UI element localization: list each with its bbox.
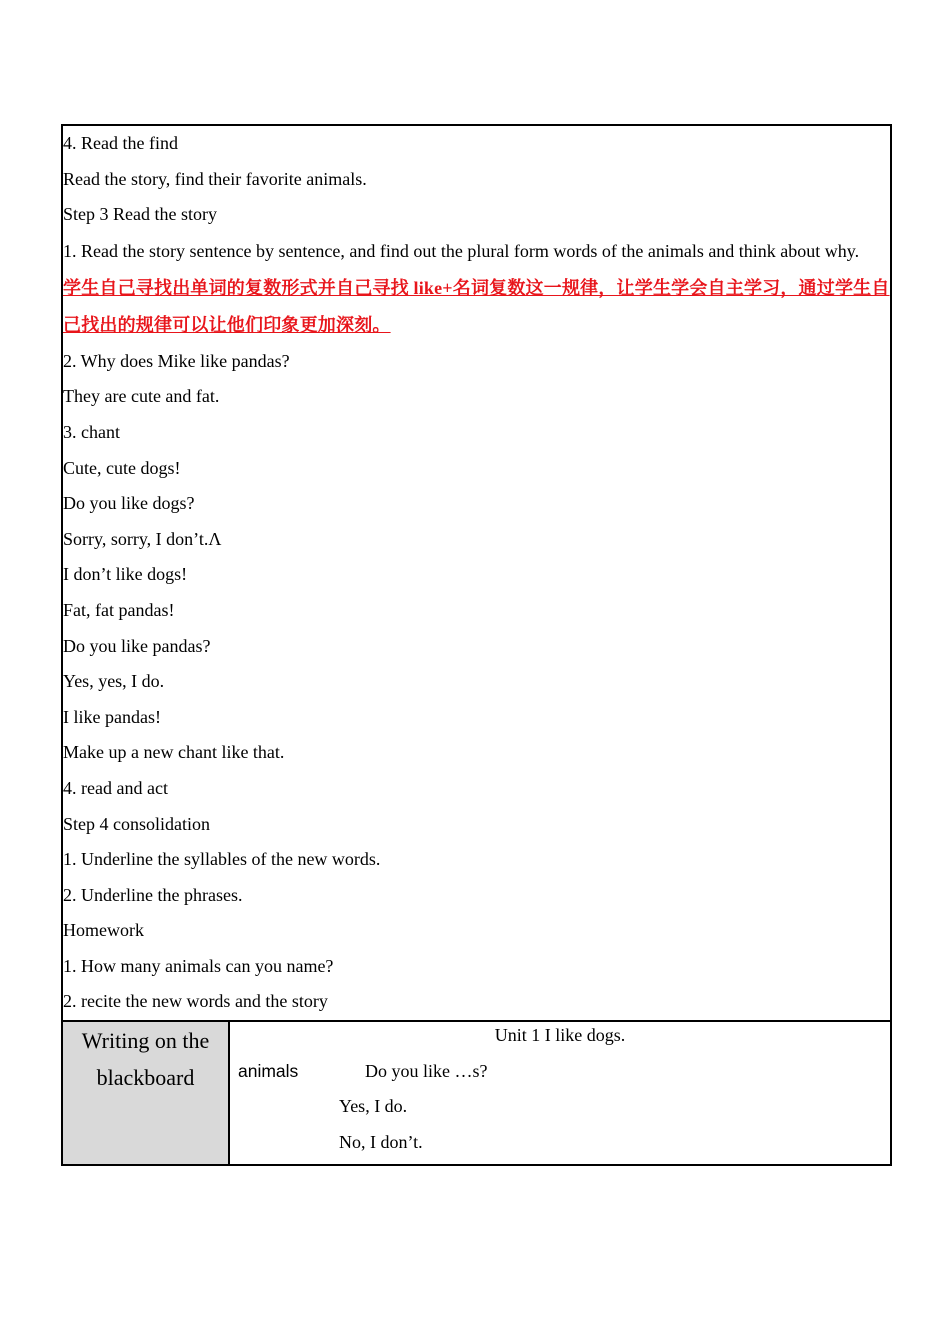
step-line: Step 3 Read the story: [63, 204, 217, 225]
step-line: 4. Read the find: [63, 133, 178, 153]
step-line: Make up a new chant like that.: [63, 742, 285, 763]
step-line: 4. read and act: [63, 777, 168, 798]
chant-line: Sorry, sorry, I don’t.Λ: [63, 528, 222, 549]
homework-line: 2. recite the new words and the story: [63, 991, 328, 1012]
step-line: 2. Underline the phrases.: [63, 884, 243, 905]
blackboard-label-line: blackboard: [96, 1065, 195, 1091]
blackboard-answer-no: No, I don’t.: [339, 1132, 423, 1153]
homework-line: 1. How many animals can you name?: [63, 955, 334, 976]
chant-line: Yes, yes, I do.: [63, 671, 165, 692]
blackboard-left-word: animals: [238, 1061, 299, 1082]
blackboard-title: Unit 1 I like dogs.: [494, 1025, 626, 1046]
blackboard-question: Do you like …s?: [365, 1061, 488, 1082]
procedure-cell: [62, 125, 891, 1021]
step-line: 1. Underline the syllables of the new words.: [63, 849, 381, 870]
step-line: 1. Read the story sentence by sentence, and find out the plural form words of the animals and think about why.: [63, 240, 860, 261]
step-line: 2. Why does Mike like pandas?: [63, 350, 290, 371]
blackboard-row: [62, 1021, 891, 1165]
blackboard-answer-yes: Yes, I do.: [339, 1096, 408, 1117]
step-line: 3. chant: [63, 421, 120, 442]
chant-line: I don’t like dogs!: [63, 564, 188, 585]
chant-line: I like pandas!: [63, 706, 161, 727]
chant-line: Do you like dogs?: [63, 493, 195, 514]
step-line: Step 4 consolidation: [63, 813, 210, 834]
homework-heading: Homework: [63, 920, 144, 941]
procedure-row: [62, 125, 891, 1021]
lesson-plan-table: [61, 124, 892, 1166]
chant-line: Fat, fat pandas!: [63, 599, 175, 620]
blackboard-label-cell: [62, 1021, 229, 1165]
step-line: Read the story, find their favorite animals.: [63, 168, 367, 189]
blackboard-label-line: Writing on the: [81, 1028, 210, 1054]
blackboard-content-cell: [229, 1021, 891, 1165]
step-line: They are cute and fat.: [63, 386, 220, 407]
teaching-note: 学生自己寻找出单词的复数形式并自己寻找 like+名词复数这一规律，让学生学会自主学习，通过学生自己找出的规律可以让他们印象更加深刻。: [63, 277, 890, 335]
chant-line: Cute, cute dogs!: [63, 457, 181, 478]
chant-line: Do you like pandas?: [63, 635, 211, 656]
